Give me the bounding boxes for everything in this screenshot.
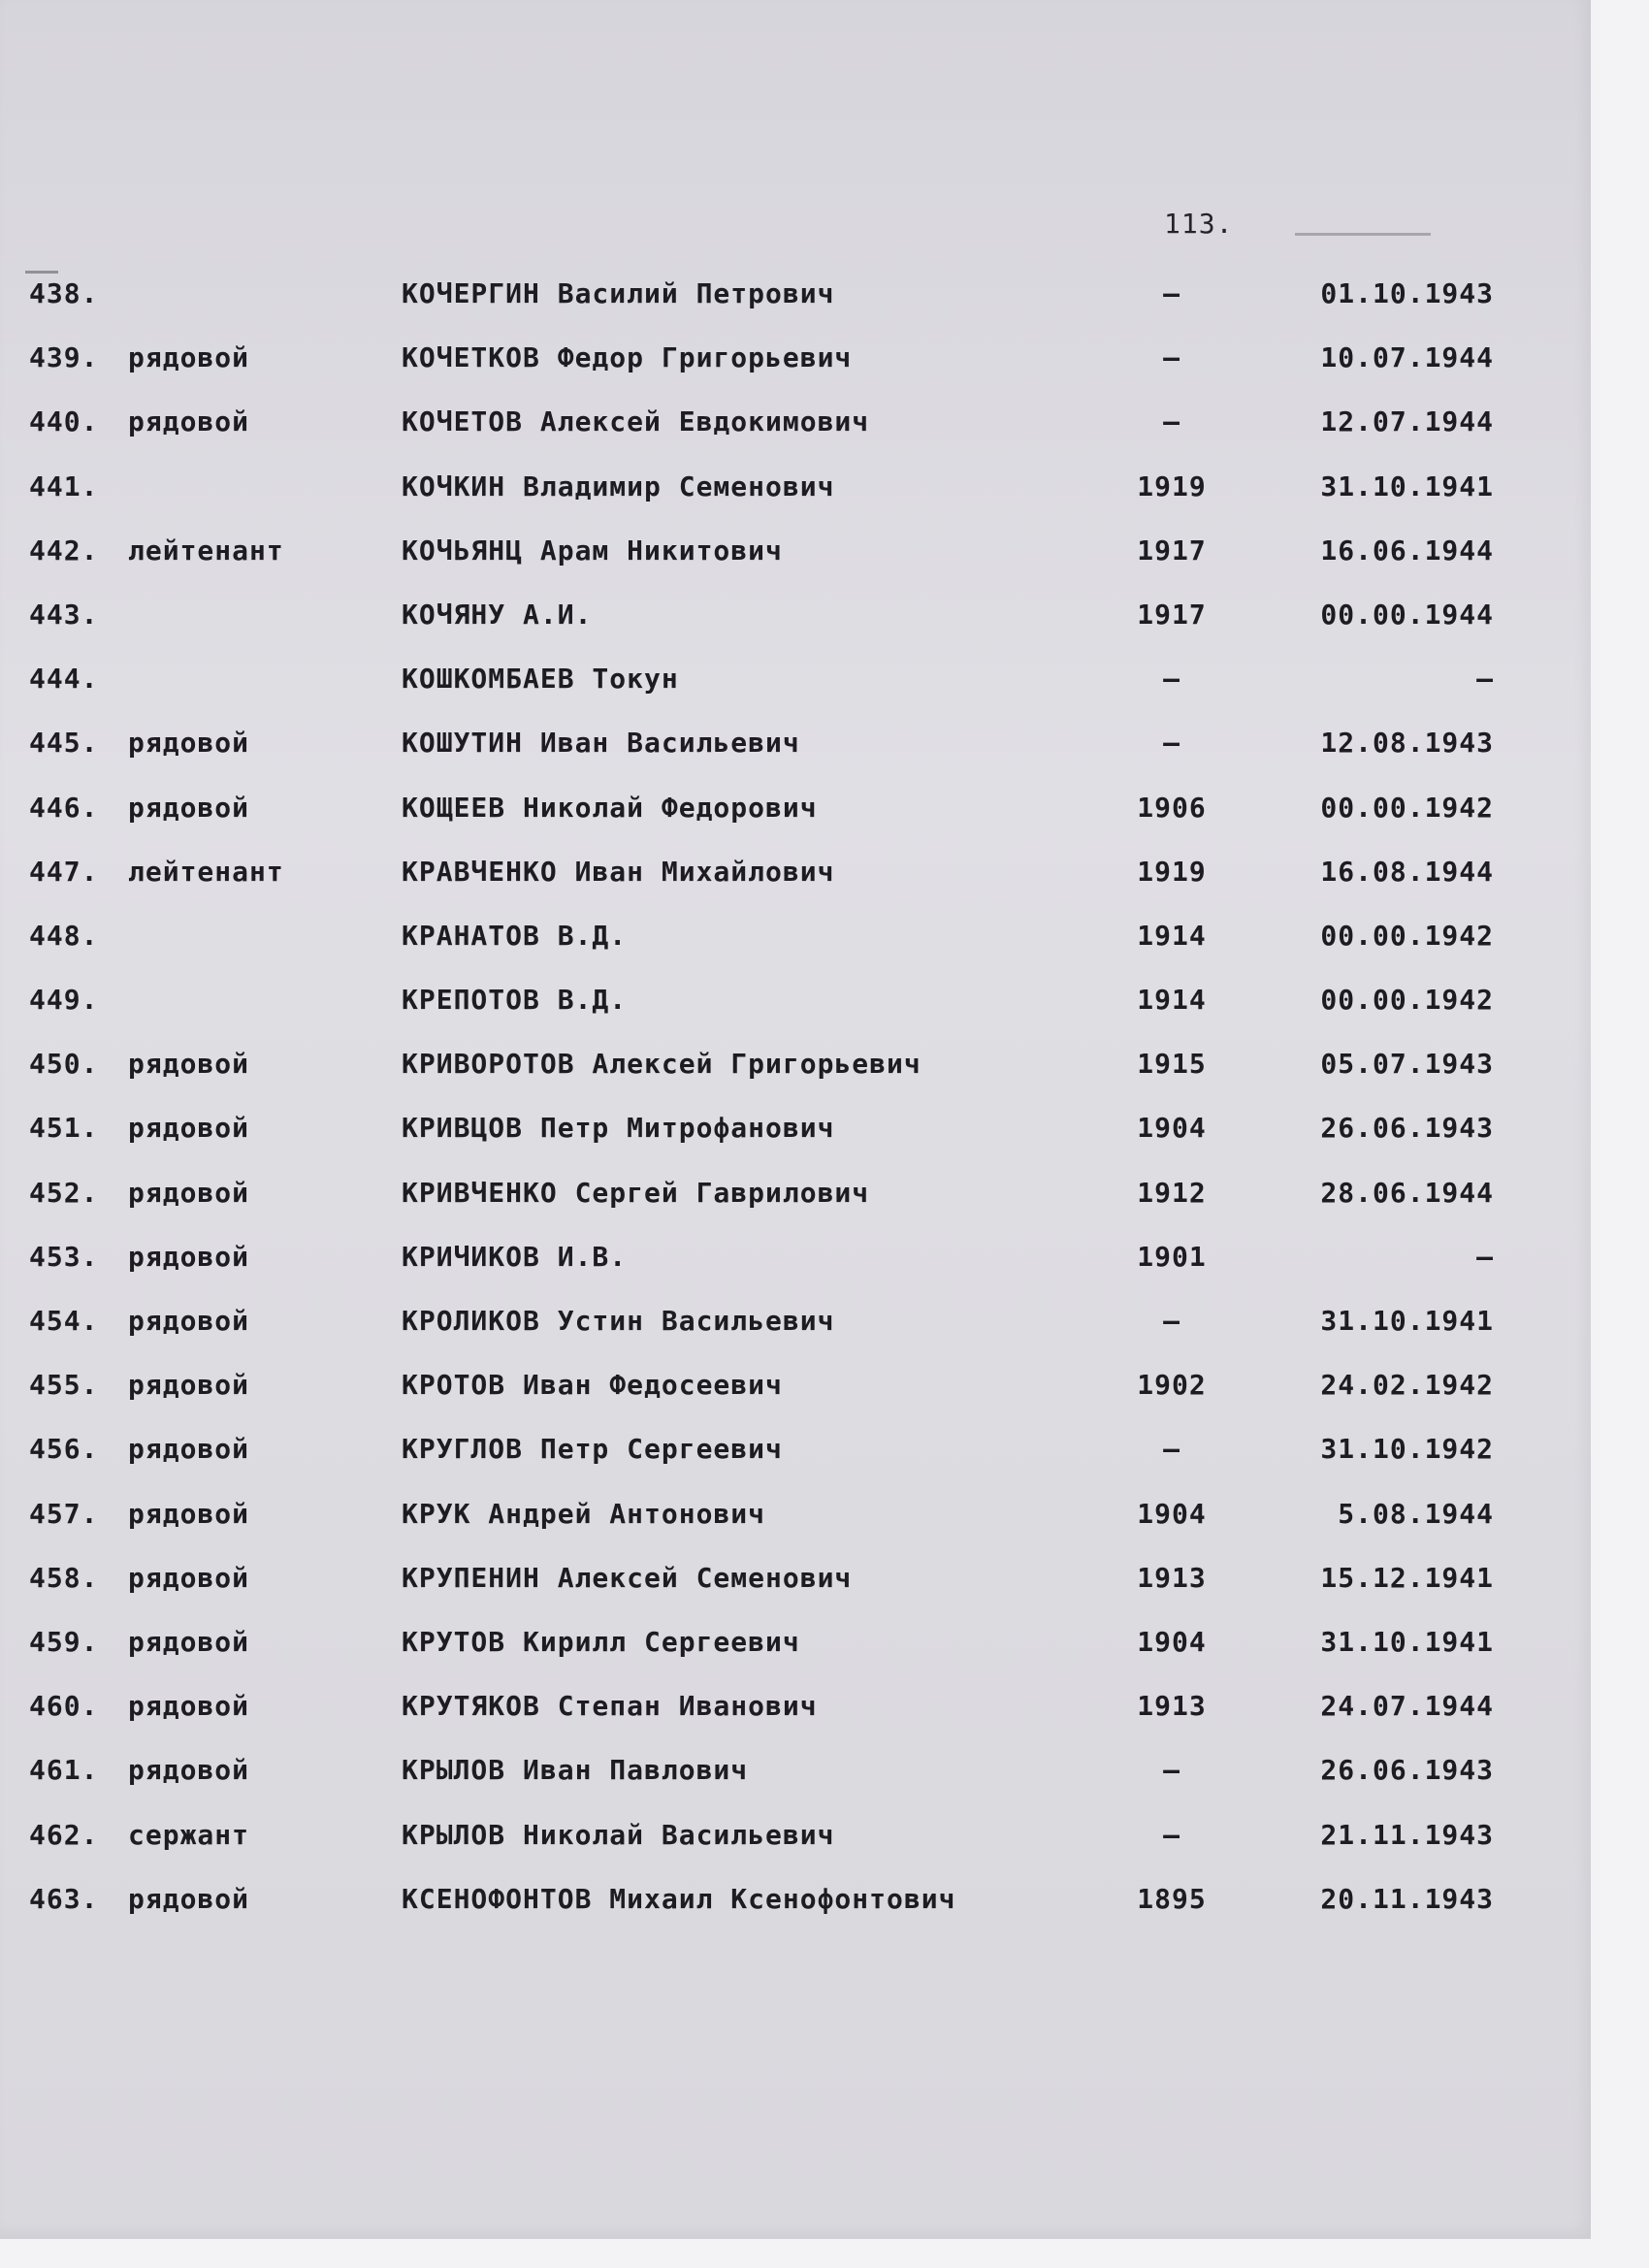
row-rank: рядовой [128,1561,250,1594]
row-rank: рядовой [128,1690,250,1723]
row-number: 439. [29,341,99,374]
row-date: 20.11.1943 [1320,1882,1494,1915]
list-item [0,1749,1591,1813]
row-date: 24.02.1942 [1320,1369,1494,1402]
row-birth-year: 1914 [1137,919,1207,952]
row-date: 5.08.1944 [1338,1497,1494,1530]
row-name: КРУК Андрей Антонович [402,1497,766,1530]
list-item [0,787,1591,851]
row-number: 454. [29,1305,99,1337]
list-item [0,337,1591,401]
row-birth-year: – [1163,405,1180,438]
list-item [0,658,1591,722]
row-number: 459. [29,1625,99,1658]
row-birth-year: – [1163,1305,1180,1337]
row-date: 00.00.1942 [1320,919,1494,952]
row-rank: лейтенант [128,534,284,567]
page-number: 113. [1164,208,1234,240]
row-number: 442. [29,534,99,567]
row-birth-year: – [1163,663,1180,696]
list-item [0,466,1591,530]
row-date: 16.06.1944 [1320,534,1494,567]
list-item [0,1878,1591,1942]
list-item [0,1621,1591,1685]
row-date: 26.06.1943 [1320,1754,1494,1787]
row-birth-year: 1904 [1137,1625,1207,1658]
list-item [0,1493,1591,1557]
row-rank: рядовой [128,727,250,760]
row-rank: рядовой [128,1305,250,1337]
row-birth-year: 1917 [1137,534,1207,567]
row-rank: рядовой [128,1754,250,1787]
list-item [0,530,1591,594]
list-item [0,594,1591,658]
row-number: 449. [29,984,99,1017]
row-number: 453. [29,1240,99,1273]
row-name: КОЧЯНУ А.И. [402,598,593,631]
row-name: КРУГЛОВ Петр Сергеевич [402,1433,783,1466]
row-birth-year: 1906 [1137,791,1207,824]
list-item [0,1172,1591,1236]
row-date: 26.06.1943 [1320,1112,1494,1145]
row-number: 451. [29,1112,99,1145]
row-date: – [1476,663,1494,696]
row-number: 457. [29,1497,99,1530]
list-item [0,1557,1591,1621]
row-number: 450. [29,1048,99,1081]
row-birth-year: 1914 [1137,984,1207,1017]
row-name: КРУПЕНИН Алексей Семенович [402,1561,853,1594]
row-name: КРЕПОТОВ В.Д. [402,984,628,1017]
row-number: 456. [29,1433,99,1466]
row-name: КРИВЧЕНКО Сергей Гаврилович [402,1176,870,1209]
row-date: 00.00.1942 [1320,791,1494,824]
row-number: 446. [29,791,99,824]
row-rank: рядовой [128,1369,250,1402]
list-item [0,1814,1591,1878]
row-birth-year: – [1163,1818,1180,1851]
list-item [0,1428,1591,1492]
row-number: 444. [29,663,99,696]
list-item [0,915,1591,979]
list-item [0,1236,1591,1300]
row-name: КРУТОВ Кирилл Сергеевич [402,1625,800,1658]
row-number: 447. [29,855,99,888]
row-name: КСЕНОФОНТОВ Михаил Ксенофонтович [402,1882,956,1915]
row-date: 31.10.1941 [1320,470,1494,502]
row-rank: рядовой [128,791,250,824]
row-number: 438. [29,277,99,309]
row-rank: рядовой [128,1433,250,1466]
row-name: КРОЛИКОВ Устин Васильевич [402,1305,835,1337]
row-birth-year: 1917 [1137,598,1207,631]
row-birth-year: 1913 [1137,1561,1207,1594]
row-date: 01.10.1943 [1320,277,1494,309]
row-rank: рядовой [128,1112,250,1145]
row-rank: рядовой [128,1497,250,1530]
row-birth-year: 1913 [1137,1690,1207,1723]
row-name: КРЫЛОВ Иван Павлович [402,1754,749,1787]
row-rank: рядовой [128,1625,250,1658]
row-birth-year: 1915 [1137,1048,1207,1081]
row-birth-year: 1912 [1137,1176,1207,1209]
row-number: 452. [29,1176,99,1209]
row-name: КРАНАТОВ В.Д. [402,919,628,952]
row-rank: рядовой [128,1048,250,1081]
row-rank: сержант [128,1818,250,1851]
list-item [0,1364,1591,1428]
row-name: КРИВЦОВ Петр Митрофанович [402,1112,835,1145]
row-birth-year: 1919 [1137,470,1207,502]
row-date: 31.10.1941 [1320,1305,1494,1337]
row-rank: рядовой [128,1240,250,1273]
list-item [0,851,1591,915]
list-item [0,722,1591,786]
list-item [0,979,1591,1043]
row-name: КОШКОМБАЕВ Токун [402,663,679,696]
list-item [0,1043,1591,1107]
row-birth-year: 1904 [1137,1112,1207,1145]
pen-mark [1295,233,1431,236]
row-number: 440. [29,405,99,438]
row-name: КОЩЕЕВ Николай Федорович [402,791,818,824]
row-date: 24.07.1944 [1320,1690,1494,1723]
row-name: КОЧКИН Владимир Семенович [402,470,835,502]
row-date: 10.07.1944 [1320,341,1494,374]
list-item [0,273,1591,337]
row-date: 21.11.1943 [1320,1818,1494,1851]
row-birth-year: – [1163,277,1180,309]
row-number: 462. [29,1818,99,1851]
row-birth-year: 1895 [1137,1882,1207,1915]
row-rank: рядовой [128,341,250,374]
row-birth-year: 1904 [1137,1497,1207,1530]
row-number: 458. [29,1561,99,1594]
row-birth-year: – [1163,1433,1180,1466]
row-number: 445. [29,727,99,760]
row-number: 443. [29,598,99,631]
row-date: 00.00.1944 [1320,598,1494,631]
row-birth-year: 1919 [1137,855,1207,888]
row-name: КРИЧИКОВ И.В. [402,1240,628,1273]
row-name: КОЧЕРГИН Василий Петрович [402,277,835,309]
row-rank: рядовой [128,405,250,438]
row-number: 455. [29,1369,99,1402]
row-name: КОЧЬЯНЦ Арам Никитович [402,534,783,567]
row-date: 31.10.1941 [1320,1625,1494,1658]
row-birth-year: – [1163,341,1180,374]
row-name: КРИВОРОТОВ Алексей Григорьевич [402,1048,922,1081]
row-rank: рядовой [128,1176,250,1209]
row-date: 05.07.1943 [1320,1048,1494,1081]
row-date: 12.07.1944 [1320,405,1494,438]
row-rank: лейтенант [128,855,284,888]
row-date: 15.12.1941 [1320,1561,1494,1594]
row-number: 448. [29,919,99,952]
row-birth-year: 1902 [1137,1369,1207,1402]
list-item [0,401,1591,465]
row-name: КОЧЕТКОВ Федор Григорьевич [402,341,853,374]
row-name: КРЫЛОВ Николай Васильевич [402,1818,835,1851]
row-name: КРУТЯКОВ Степан Иванович [402,1690,818,1723]
row-date: 28.06.1944 [1320,1176,1494,1209]
row-number: 461. [29,1754,99,1787]
row-date: 00.00.1942 [1320,984,1494,1017]
row-date: 12.08.1943 [1320,727,1494,760]
row-number: 441. [29,470,99,502]
row-date: – [1476,1240,1494,1273]
row-birth-year: – [1163,727,1180,760]
list-item [0,1107,1591,1171]
row-date: 31.10.1942 [1320,1433,1494,1466]
list-item [0,1685,1591,1749]
row-birth-year: – [1163,1754,1180,1787]
row-birth-year: 1901 [1137,1240,1207,1273]
row-number: 463. [29,1882,99,1915]
row-name: КОЧЕТОВ Алексей Евдокимович [402,405,870,438]
personnel-list [0,273,1591,1942]
row-date: 16.08.1944 [1320,855,1494,888]
row-name: КРАВЧЕНКО Иван Михайлович [402,855,835,888]
row-number: 460. [29,1690,99,1723]
row-name: КОШУТИН Иван Васильевич [402,727,800,760]
row-rank: рядовой [128,1882,250,1915]
row-name: КРОТОВ Иван Федосеевич [402,1369,783,1402]
list-item [0,1300,1591,1364]
